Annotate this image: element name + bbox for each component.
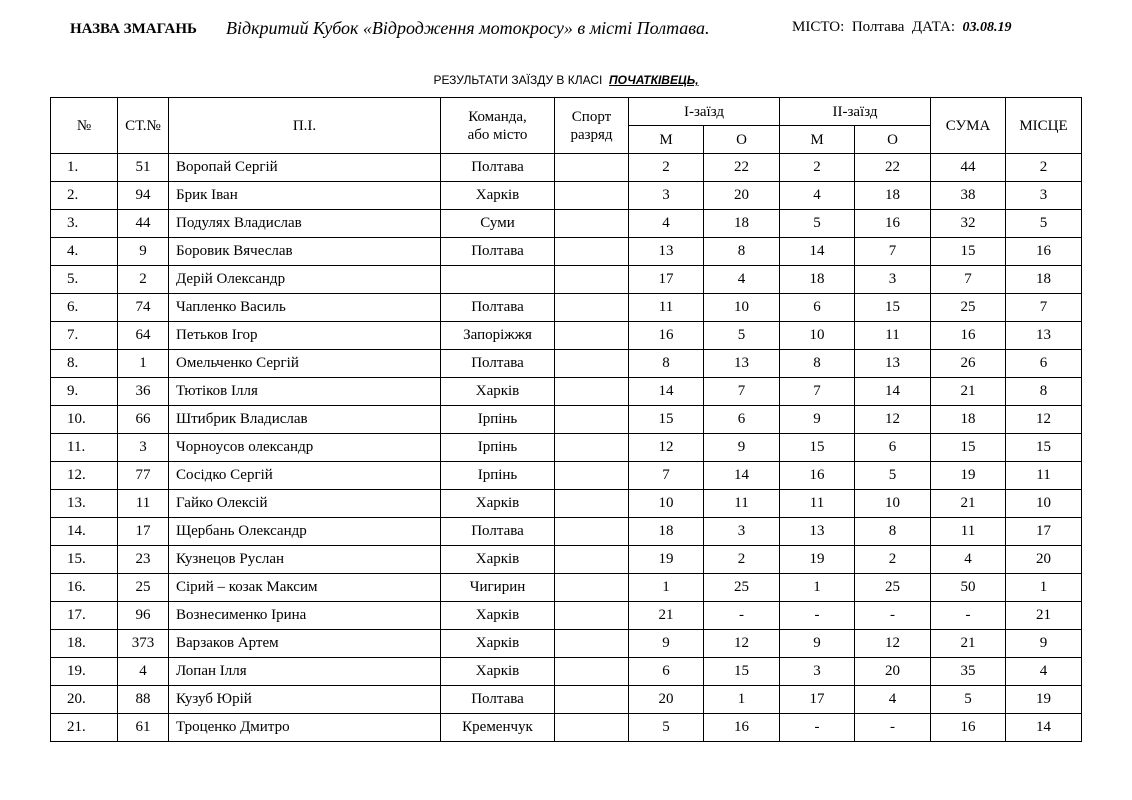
cell-race1-m: 6 bbox=[629, 658, 704, 686]
cell-race1-m: 21 bbox=[629, 602, 704, 630]
cell-race2-o: 4 bbox=[855, 686, 931, 714]
cell-race1-m: 12 bbox=[629, 434, 704, 462]
cell-start-num: 96 bbox=[118, 602, 169, 630]
cell-start-num: 36 bbox=[118, 378, 169, 406]
cell-race1-o: 20 bbox=[704, 182, 780, 210]
table-row bbox=[51, 294, 1082, 322]
table-row bbox=[51, 406, 1082, 434]
cell-race1-o: 8 bbox=[704, 238, 780, 266]
cell-place: 12 bbox=[1006, 406, 1082, 434]
header-race2-o: О bbox=[855, 126, 931, 154]
table-row bbox=[51, 630, 1082, 658]
cell-race2-o: 2 bbox=[855, 546, 931, 574]
table-row bbox=[51, 574, 1082, 602]
cell-name: Подулях Владислав bbox=[169, 210, 441, 238]
cell-race2-o: 22 bbox=[855, 154, 931, 182]
cell-race1-m: 4 bbox=[629, 210, 704, 238]
cell-start-num: 94 bbox=[118, 182, 169, 210]
cell-place: 8 bbox=[1006, 378, 1082, 406]
class-name: ПОЧАТКІВЕЦЬ, bbox=[609, 73, 699, 87]
cell-start-num: 77 bbox=[118, 462, 169, 490]
cell-sum: 50 bbox=[931, 574, 1006, 602]
cell-team: Полтава bbox=[441, 294, 555, 322]
cell-race2-m: - bbox=[780, 602, 855, 630]
cell-rank bbox=[555, 602, 629, 630]
cell-start-num: 61 bbox=[118, 714, 169, 742]
cell-start-num: 17 bbox=[118, 518, 169, 546]
cell-race2-o: 7 bbox=[855, 238, 931, 266]
cell-race1-o: 3 bbox=[704, 518, 780, 546]
cell-name: Гайко Олексій bbox=[169, 490, 441, 518]
table-row bbox=[51, 182, 1082, 210]
table-row bbox=[51, 546, 1082, 574]
cell-name: Боровик Вячеслав bbox=[169, 238, 441, 266]
header-rank-line2: разряд bbox=[570, 126, 613, 143]
cell-race2-o: - bbox=[855, 602, 931, 630]
cell-team: Харків bbox=[441, 490, 555, 518]
cell-place: 19 bbox=[1006, 686, 1082, 714]
cell-num: 2. bbox=[51, 182, 118, 210]
cell-sum: 25 bbox=[931, 294, 1006, 322]
cell-name: Штибрик Владислав bbox=[169, 406, 441, 434]
cell-race2-m: 1 bbox=[780, 574, 855, 602]
cell-start-num: 373 bbox=[118, 630, 169, 658]
cell-team: Ірпінь bbox=[441, 434, 555, 462]
cell-race2-o: 12 bbox=[855, 630, 931, 658]
cell-start-num: 51 bbox=[118, 154, 169, 182]
cell-place: 15 bbox=[1006, 434, 1082, 462]
cell-rank bbox=[555, 630, 629, 658]
cell-race2-o: 8 bbox=[855, 518, 931, 546]
cell-num: 14. bbox=[51, 518, 118, 546]
cell-rank bbox=[555, 266, 629, 294]
cell-place: 11 bbox=[1006, 462, 1082, 490]
cell-place: 10 bbox=[1006, 490, 1082, 518]
cell-place: 18 bbox=[1006, 266, 1082, 294]
cell-race2-o: 14 bbox=[855, 378, 931, 406]
cell-race1-o: 16 bbox=[704, 714, 780, 742]
city-label: МІСТО: bbox=[792, 19, 845, 35]
event-title: Відкритий Кубок «Відродження мотокросу» в місті Полтава. bbox=[226, 18, 710, 38]
cell-start-num: 2 bbox=[118, 266, 169, 294]
cell-race1-o: 1 bbox=[704, 686, 780, 714]
cell-name: Троценко Дмитро bbox=[169, 714, 441, 742]
header-rank-line1: Спорт bbox=[571, 108, 612, 125]
cell-team: Харків bbox=[441, 182, 555, 210]
table-header-row bbox=[51, 98, 1082, 126]
cell-team: Полтава bbox=[441, 350, 555, 378]
cell-sum: 7 bbox=[931, 266, 1006, 294]
cell-race2-o: 15 bbox=[855, 294, 931, 322]
cell-num: 17. bbox=[51, 602, 118, 630]
cell-num: 18. bbox=[51, 630, 118, 658]
table-row bbox=[51, 154, 1082, 182]
cell-place: 2 bbox=[1006, 154, 1082, 182]
cell-race1-m: 19 bbox=[629, 546, 704, 574]
cell-num: 7. bbox=[51, 322, 118, 350]
cell-race2-m: 4 bbox=[780, 182, 855, 210]
cell-race2-m: 13 bbox=[780, 518, 855, 546]
cell-race1-m: 18 bbox=[629, 518, 704, 546]
cell-race2-m: 2 bbox=[780, 154, 855, 182]
cell-team: Кременчук bbox=[441, 714, 555, 742]
cell-race2-m: 18 bbox=[780, 266, 855, 294]
cell-num: 4. bbox=[51, 238, 118, 266]
cell-race2-m: 9 bbox=[780, 406, 855, 434]
cell-place: 5 bbox=[1006, 210, 1082, 238]
cell-place: 7 bbox=[1006, 294, 1082, 322]
cell-race1-o: 22 bbox=[704, 154, 780, 182]
cell-team: Полтава bbox=[441, 686, 555, 714]
cell-race1-m: 13 bbox=[629, 238, 704, 266]
results-subtitle bbox=[0, 73, 1132, 87]
table-row bbox=[51, 238, 1082, 266]
header-rank bbox=[555, 98, 629, 154]
cell-sum: 15 bbox=[931, 434, 1006, 462]
cell-num: 5. bbox=[51, 266, 118, 294]
cell-rank bbox=[555, 546, 629, 574]
cell-name: Омельченко Сергій bbox=[169, 350, 441, 378]
cell-team: Ірпінь bbox=[441, 406, 555, 434]
cell-place: 9 bbox=[1006, 630, 1082, 658]
cell-name: Кузуб Юрій bbox=[169, 686, 441, 714]
cell-rank bbox=[555, 714, 629, 742]
cell-rank bbox=[555, 434, 629, 462]
cell-race2-m: 5 bbox=[780, 210, 855, 238]
cell-sum: 5 bbox=[931, 686, 1006, 714]
cell-race1-o: 25 bbox=[704, 574, 780, 602]
cell-race2-o: 6 bbox=[855, 434, 931, 462]
cell-race1-o: 13 bbox=[704, 350, 780, 378]
cell-rank bbox=[555, 378, 629, 406]
cell-race1-o: 11 bbox=[704, 490, 780, 518]
cell-team: Суми bbox=[441, 210, 555, 238]
header-team-line2: або місто bbox=[467, 126, 528, 143]
cell-rank bbox=[555, 294, 629, 322]
cell-race2-m: 15 bbox=[780, 434, 855, 462]
cell-race2-o: 13 bbox=[855, 350, 931, 378]
cell-team: Харків bbox=[441, 546, 555, 574]
cell-race2-o: 5 bbox=[855, 462, 931, 490]
cell-race1-o: 14 bbox=[704, 462, 780, 490]
cell-race2-o: - bbox=[855, 714, 931, 742]
cell-race1-o: 12 bbox=[704, 630, 780, 658]
cell-race2-m: 6 bbox=[780, 294, 855, 322]
cell-start-num: 23 bbox=[118, 546, 169, 574]
header-race2: II-заїзд bbox=[780, 98, 931, 126]
cell-start-num: 9 bbox=[118, 238, 169, 266]
cell-race2-o: 12 bbox=[855, 406, 931, 434]
cell-rank bbox=[555, 322, 629, 350]
cell-place: 21 bbox=[1006, 602, 1082, 630]
cell-team: Полтава bbox=[441, 518, 555, 546]
table-row bbox=[51, 714, 1082, 742]
event-label: НАЗВА ЗМАГАНЬ bbox=[70, 21, 197, 37]
cell-team: Полтава bbox=[441, 238, 555, 266]
cell-sum: 21 bbox=[931, 630, 1006, 658]
cell-race1-m: 17 bbox=[629, 266, 704, 294]
cell-race1-m: 8 bbox=[629, 350, 704, 378]
cell-num: 16. bbox=[51, 574, 118, 602]
cell-race2-m: 3 bbox=[780, 658, 855, 686]
cell-sum: 21 bbox=[931, 378, 1006, 406]
cell-num: 6. bbox=[51, 294, 118, 322]
table-row bbox=[51, 686, 1082, 714]
cell-name: Щербань Олександр bbox=[169, 518, 441, 546]
cell-name: Брик Іван bbox=[169, 182, 441, 210]
cell-name: Кузнецов Руслан bbox=[169, 546, 441, 574]
cell-race2-m: 16 bbox=[780, 462, 855, 490]
cell-race2-m: 17 bbox=[780, 686, 855, 714]
cell-num: 8. bbox=[51, 350, 118, 378]
cell-race1-m: 16 bbox=[629, 322, 704, 350]
cell-rank bbox=[555, 350, 629, 378]
cell-num: 12. bbox=[51, 462, 118, 490]
cell-race1-m: 5 bbox=[629, 714, 704, 742]
cell-sum: 15 bbox=[931, 238, 1006, 266]
cell-place: 3 bbox=[1006, 182, 1082, 210]
cell-sum: 11 bbox=[931, 518, 1006, 546]
cell-sum: 21 bbox=[931, 490, 1006, 518]
cell-name: Тютіков Ілля bbox=[169, 378, 441, 406]
cell-name: Чапленко Василь bbox=[169, 294, 441, 322]
date-value: 03.08.19 bbox=[962, 20, 1012, 35]
cell-name: Вознесименко Ірина bbox=[169, 602, 441, 630]
cell-place: 6 bbox=[1006, 350, 1082, 378]
cell-num: 1. bbox=[51, 154, 118, 182]
cell-team: Полтава bbox=[441, 154, 555, 182]
cell-race1-o: 5 bbox=[704, 322, 780, 350]
cell-race1-m: 1 bbox=[629, 574, 704, 602]
date-label: ДАТА: bbox=[911, 19, 956, 35]
cell-rank bbox=[555, 658, 629, 686]
cell-team: Харків bbox=[441, 630, 555, 658]
table-row bbox=[51, 602, 1082, 630]
cell-race2-o: 20 bbox=[855, 658, 931, 686]
header-team-line1: Команда, bbox=[468, 108, 527, 125]
cell-sum: 4 bbox=[931, 546, 1006, 574]
cell-sum: 32 bbox=[931, 210, 1006, 238]
cell-race2-o: 18 bbox=[855, 182, 931, 210]
cell-num: 15. bbox=[51, 546, 118, 574]
cell-race1-o: - bbox=[704, 602, 780, 630]
cell-num: 21. bbox=[51, 714, 118, 742]
cell-race1-m: 9 bbox=[629, 630, 704, 658]
cell-race1-m: 15 bbox=[629, 406, 704, 434]
cell-race2-m: 7 bbox=[780, 378, 855, 406]
cell-sum: 19 bbox=[931, 462, 1006, 490]
cell-team: Запоріжжя bbox=[441, 322, 555, 350]
cell-name: Варзаков Артем bbox=[169, 630, 441, 658]
cell-race2-m: - bbox=[780, 714, 855, 742]
cell-sum: 16 bbox=[931, 322, 1006, 350]
cell-team: Чигирин bbox=[441, 574, 555, 602]
table-row bbox=[51, 462, 1082, 490]
cell-rank bbox=[555, 210, 629, 238]
header-num: № bbox=[51, 98, 118, 154]
cell-race2-m: 8 bbox=[780, 350, 855, 378]
cell-num: 10. bbox=[51, 406, 118, 434]
cell-num: 20. bbox=[51, 686, 118, 714]
cell-team: Харків bbox=[441, 658, 555, 686]
document-header bbox=[70, 18, 1070, 42]
cell-race1-o: 15 bbox=[704, 658, 780, 686]
cell-num: 19. bbox=[51, 658, 118, 686]
table-row bbox=[51, 658, 1082, 686]
table-row bbox=[51, 518, 1082, 546]
cell-num: 11. bbox=[51, 434, 118, 462]
cell-race1-m: 14 bbox=[629, 378, 704, 406]
cell-start-num: 1 bbox=[118, 350, 169, 378]
city-value: Полтава bbox=[851, 19, 905, 35]
cell-sum: 26 bbox=[931, 350, 1006, 378]
results-table bbox=[50, 97, 1082, 742]
results-body bbox=[51, 154, 1082, 742]
cell-team: Ірпінь bbox=[441, 462, 555, 490]
cell-race2-m: 14 bbox=[780, 238, 855, 266]
cell-race2-o: 11 bbox=[855, 322, 931, 350]
cell-place: 14 bbox=[1006, 714, 1082, 742]
cell-race2-m: 19 bbox=[780, 546, 855, 574]
cell-rank bbox=[555, 490, 629, 518]
cell-race1-o: 7 bbox=[704, 378, 780, 406]
cell-place: 1 bbox=[1006, 574, 1082, 602]
cell-race2-o: 16 bbox=[855, 210, 931, 238]
cell-start-num: 74 bbox=[118, 294, 169, 322]
cell-sum: - bbox=[931, 602, 1006, 630]
cell-rank bbox=[555, 154, 629, 182]
cell-sum: 16 bbox=[931, 714, 1006, 742]
cell-race1-m: 3 bbox=[629, 182, 704, 210]
cell-team: Харків bbox=[441, 602, 555, 630]
cell-rank bbox=[555, 238, 629, 266]
table-row bbox=[51, 322, 1082, 350]
cell-sum: 35 bbox=[931, 658, 1006, 686]
cell-race2-o: 3 bbox=[855, 266, 931, 294]
table-row bbox=[51, 434, 1082, 462]
cell-place: 4 bbox=[1006, 658, 1082, 686]
table-row bbox=[51, 266, 1082, 294]
cell-start-num: 11 bbox=[118, 490, 169, 518]
table-row bbox=[51, 350, 1082, 378]
cell-sum: 18 bbox=[931, 406, 1006, 434]
cell-race2-o: 10 bbox=[855, 490, 931, 518]
header-start-num: СТ.№ bbox=[118, 98, 169, 154]
header-race1: I-заїзд bbox=[629, 98, 780, 126]
cell-rank bbox=[555, 518, 629, 546]
cell-start-num: 88 bbox=[118, 686, 169, 714]
city-date-line bbox=[792, 19, 1012, 36]
cell-sum: 38 bbox=[931, 182, 1006, 210]
cell-race1-o: 10 bbox=[704, 294, 780, 322]
header-place: МІСЦЕ bbox=[1006, 98, 1082, 154]
cell-race1-m: 20 bbox=[629, 686, 704, 714]
header-race1-m: М bbox=[629, 126, 704, 154]
cell-race2-m: 11 bbox=[780, 490, 855, 518]
cell-start-num: 64 bbox=[118, 322, 169, 350]
cell-race1-o: 6 bbox=[704, 406, 780, 434]
cell-race1-o: 18 bbox=[704, 210, 780, 238]
cell-name: Дерій Олександр bbox=[169, 266, 441, 294]
header-race1-o: О bbox=[704, 126, 780, 154]
cell-name: Сосідко Сергій bbox=[169, 462, 441, 490]
header-sum: СУМА bbox=[931, 98, 1006, 154]
cell-start-num: 66 bbox=[118, 406, 169, 434]
cell-start-num: 44 bbox=[118, 210, 169, 238]
cell-start-num: 3 bbox=[118, 434, 169, 462]
cell-name: Чорноусов олександр bbox=[169, 434, 441, 462]
cell-num: 13. bbox=[51, 490, 118, 518]
cell-place: 17 bbox=[1006, 518, 1082, 546]
table-row bbox=[51, 490, 1082, 518]
cell-name: Лопан Ілля bbox=[169, 658, 441, 686]
cell-start-num: 4 bbox=[118, 658, 169, 686]
header-name: П.І. bbox=[169, 98, 441, 154]
cell-place: 13 bbox=[1006, 322, 1082, 350]
table-row bbox=[51, 210, 1082, 238]
cell-race1-m: 11 bbox=[629, 294, 704, 322]
cell-rank bbox=[555, 182, 629, 210]
cell-place: 16 bbox=[1006, 238, 1082, 266]
cell-name: Петьков Ігор bbox=[169, 322, 441, 350]
cell-start-num: 25 bbox=[118, 574, 169, 602]
cell-name: Воропай Сергій bbox=[169, 154, 441, 182]
cell-team bbox=[441, 266, 555, 294]
cell-race2-m: 10 bbox=[780, 322, 855, 350]
cell-race1-o: 9 bbox=[704, 434, 780, 462]
cell-rank bbox=[555, 686, 629, 714]
cell-num: 9. bbox=[51, 378, 118, 406]
cell-name: Сірий – козак Максим bbox=[169, 574, 441, 602]
header-team bbox=[441, 98, 555, 154]
cell-race1-m: 10 bbox=[629, 490, 704, 518]
cell-rank bbox=[555, 574, 629, 602]
cell-race2-m: 9 bbox=[780, 630, 855, 658]
cell-race2-o: 25 bbox=[855, 574, 931, 602]
cell-num: 3. bbox=[51, 210, 118, 238]
subtitle-prefix: РЕЗУЛЬТАТИ ЗАЇЗДУ В КЛАСІ bbox=[433, 73, 603, 87]
cell-race1-o: 4 bbox=[704, 266, 780, 294]
header-race2-m: М bbox=[780, 126, 855, 154]
table-row bbox=[51, 378, 1082, 406]
cell-sum: 44 bbox=[931, 154, 1006, 182]
cell-rank bbox=[555, 406, 629, 434]
cell-race1-m: 2 bbox=[629, 154, 704, 182]
cell-race1-m: 7 bbox=[629, 462, 704, 490]
cell-rank bbox=[555, 462, 629, 490]
cell-team: Харків bbox=[441, 378, 555, 406]
cell-race1-o: 2 bbox=[704, 546, 780, 574]
cell-place: 20 bbox=[1006, 546, 1082, 574]
